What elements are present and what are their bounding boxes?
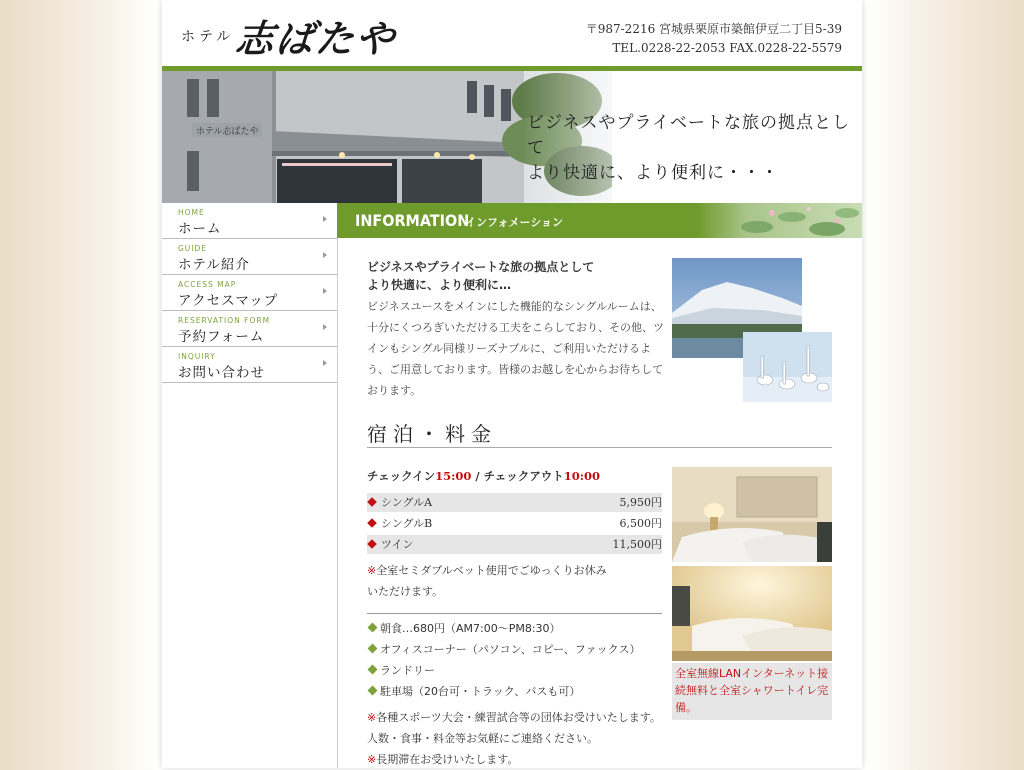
facility-item [367, 618, 561, 639]
section-divider [367, 447, 832, 448]
facility-item [367, 681, 580, 702]
price-row [367, 493, 662, 512]
hotel-logo[interactable]: 志ばたや [233, 16, 399, 61]
room-price: 11,500円 [612, 538, 662, 551]
information-header [337, 203, 862, 238]
main-content [367, 238, 832, 768]
nav-item-en-label: ACCESS MAP [178, 280, 237, 289]
long-stay-text: 長期滞在お受けいたします。 [376, 753, 519, 766]
checkin-time: 15:00 [435, 469, 472, 483]
building-sign: ホテル志ばたや [196, 127, 259, 137]
chevron-right-icon [323, 288, 327, 294]
nav-item-reservation-form[interactable] [162, 311, 337, 347]
sidebar-nav [162, 203, 338, 768]
intro-heading-line-1: ビジネスやプライベートな旅の拠点として [367, 260, 595, 274]
header [162, 0, 862, 66]
facility-item [367, 660, 435, 681]
price-row [367, 514, 662, 533]
hero-tagline [527, 111, 862, 186]
facility-text: 駐車場（20台可・トラック、バスも可） [380, 685, 581, 698]
green-diamond-icon [368, 665, 378, 675]
facility-item [367, 639, 640, 660]
nav-item-en-label: GUIDE [178, 244, 208, 253]
nav-item-home[interactable] [162, 203, 337, 239]
twin-room-photo [672, 566, 832, 661]
note-mark: ※ [367, 711, 377, 724]
checkin-checkout-times [367, 468, 600, 484]
information-title: INFORMATION [355, 211, 470, 230]
bed-note-text: 全室セミダブルベット使用でごゆっくりお休みいただけます。 [367, 564, 607, 598]
facility-text: オフィスコーナー（パソコン、コピー、ファックス） [380, 643, 641, 656]
nav-item-label: ホーム [178, 221, 222, 237]
chevron-right-icon [323, 324, 327, 330]
red-diamond-icon [367, 539, 377, 549]
intro-heading [367, 258, 667, 294]
checkout-time: 10:00 [563, 469, 600, 483]
address-block [586, 20, 842, 58]
green-diamond-icon [368, 623, 378, 633]
facility-text: ランドリー [380, 664, 435, 677]
swans-photo [743, 332, 832, 402]
logo-prefix[interactable]: ホテル [181, 29, 235, 45]
tagline-line-1: ビジネスやプライベートな旅の拠点として [527, 113, 850, 158]
note-mark: ※ [367, 753, 377, 766]
room-name: シングルB [381, 517, 433, 530]
green-diamond-icon [368, 644, 378, 654]
tagline-line-2: より快適に、より便利に・・・ [527, 163, 779, 183]
room-price: 6,500円 [619, 517, 662, 530]
nav-item-inquiry[interactable] [162, 347, 337, 383]
room-price: 5,950円 [619, 496, 662, 509]
nav-item-en-label: RESERVATION FORM [178, 316, 271, 325]
price-row [367, 535, 662, 554]
contact-text: TEL.0228-22-2053 FAX.0228-22-5579 [612, 41, 842, 55]
intro-heading-line-2: より快適に、より便利に… [367, 278, 512, 292]
nav-item-label: 予約フォーム [178, 329, 265, 345]
bed-note [367, 560, 607, 602]
information-subtitle: インフォメーション [465, 216, 564, 229]
nav-item-label: アクセスマップ [178, 293, 279, 309]
chevron-right-icon [323, 360, 327, 366]
nav-item-label: お問い合わせ [178, 365, 265, 381]
chevron-right-icon [323, 252, 327, 258]
single-room-photo [672, 467, 832, 562]
checkin-label: チェックイン [367, 469, 436, 483]
lotus-pond-image [697, 203, 862, 238]
green-diamond-icon [368, 686, 378, 696]
nav-item-access-map[interactable] [162, 275, 337, 311]
red-diamond-icon [367, 497, 377, 507]
section-separator [367, 613, 662, 614]
group-notice [367, 707, 667, 749]
address-text: 〒987-2216 宮城県栗原市築館伊豆二丁目5-39 [585, 22, 842, 36]
nav-item-label: ホテル紹介 [178, 257, 250, 273]
intro-body: ビジネスユースをメインにした機能的なシングルルームは、十分にくつろぎいただける工夫をこらしており、その他、ツインもシングル同様リーズナブルに、ご利用いただけるよう、ご用意しております。皆様のお越しを心からお待ちしております。 [367, 300, 664, 397]
nav-item-en-label: INQUIRY [178, 352, 216, 361]
room-name: ツイン [381, 538, 414, 551]
group-notice-text: 各種スポーツ大会・練習試合等の団体お受けいたします。人数・食事・料金等お気軽にご連絡ください。 [367, 711, 661, 745]
rates-section-title: 宿泊・料金 [367, 422, 497, 446]
page [162, 0, 862, 768]
facility-text: 朝食…680円（AM7:00〜PM8:30） [380, 622, 561, 635]
checkin-separator: / [471, 469, 484, 483]
nav-item-guide[interactable] [162, 239, 337, 275]
nav-item-en-label: HOME [178, 208, 205, 217]
lan-notice: 全室無線LANインターネット接続無料と全室シャワートイレ完備。 [672, 663, 832, 720]
chevron-right-icon [323, 216, 327, 222]
red-diamond-icon [367, 518, 377, 528]
note-mark: ※ [367, 564, 377, 577]
hero-banner [162, 71, 862, 203]
checkout-label: チェックアウト [483, 469, 564, 483]
long-stay-notice [367, 749, 667, 770]
room-name: シングルA [381, 496, 433, 509]
